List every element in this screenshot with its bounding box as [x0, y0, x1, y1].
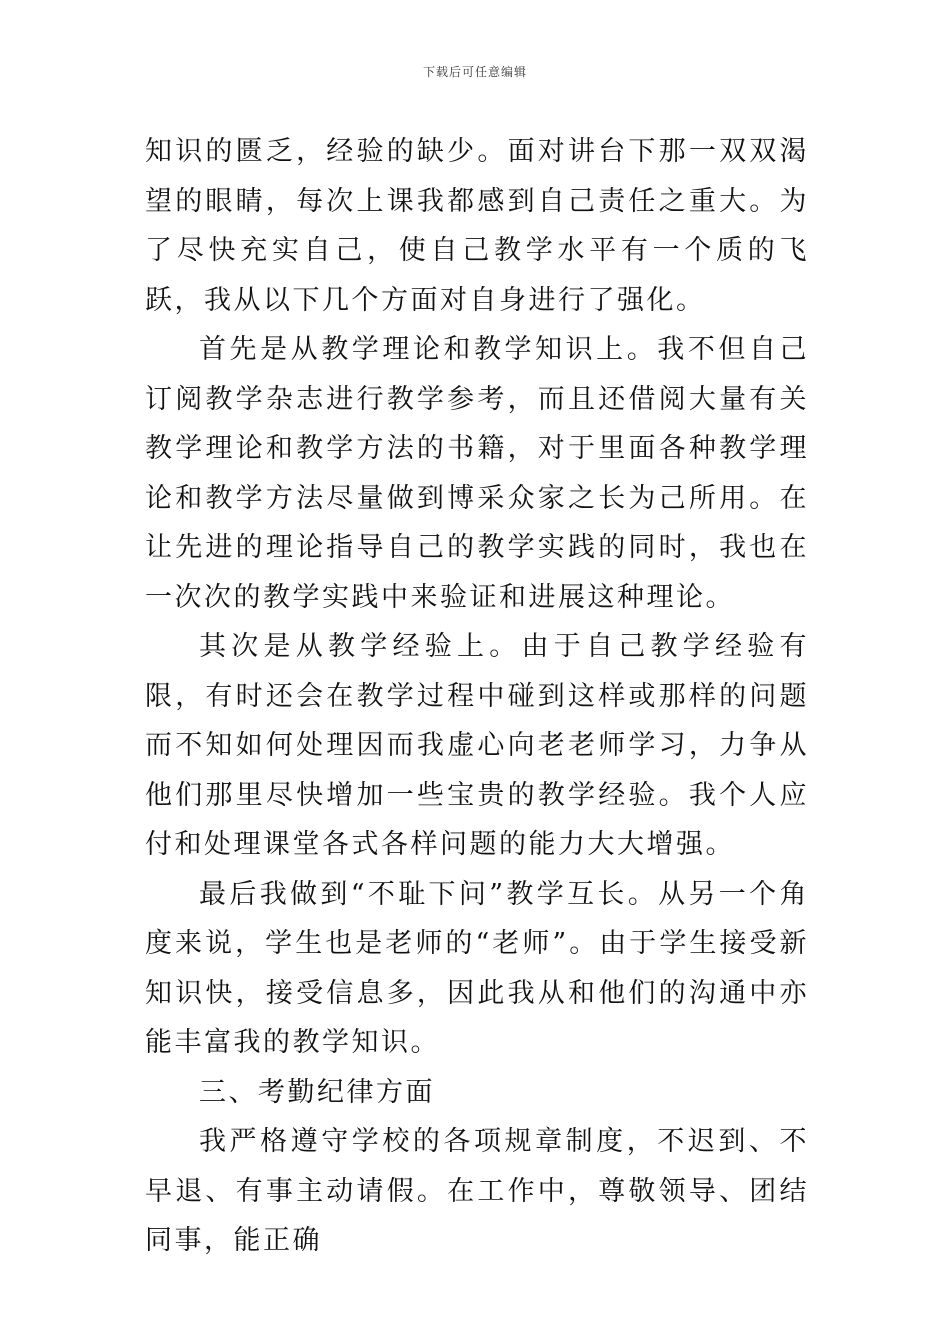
- section-heading-attendance: 三、考勤纪律方面: [199, 1076, 435, 1108]
- page-header: 下载后可任意编辑: [422, 65, 527, 79]
- paragraph-learning-from-students: 最后我做到“不耻下问”教学互长。从另一个角度来说，学生也是老师的“老师”。由于学生接受新知识快，接受信息多，因此我从和他们的沟通中亦能丰富我的教学知识。: [145, 878, 809, 1058]
- paragraph-continued: 知识的匮乏，经验的缺少。面对讲台下那一双双渴望的眼睛，每次上课我都感到自己责任之重大。为了尽快充实自己，使自己教学水平有一个质的飞跃，我从以下几个方面对自身进行了强化。: [145, 136, 809, 316]
- document-body: [145, 127, 809, 1266]
- paragraph-teaching-experience: 其次是从教学经验上。由于自己教学经验有限，有时还会在教学过程中碰到这样或那样的问题而不知如何处理因而我虚心向老老师学习，力争从他们那里尽快增加一些宝贵的教学经验。我个人应付和处理课堂各式各样问题的能力大大增强。: [145, 631, 809, 860]
- paragraph-teaching-theory: 首先是从教学理论和教学知识上。我不但自己订阅教学杂志进行教学参考，而且还借阅大量有关教学理论和教学方法的书籍，对于里面各种教学理论和教学方法尽量做到博采众家之长为己所用。在让先进的理论指导自己的教学实践的同时，我也在一次次的教学实践中来验证和进展这种理论。: [145, 334, 809, 613]
- paragraph-attendance: 我严格遵守学校的各项规章制度，不迟到、不早退、有事主动请假。在工作中，尊敬领导、团结同事，能正确: [145, 1126, 809, 1256]
